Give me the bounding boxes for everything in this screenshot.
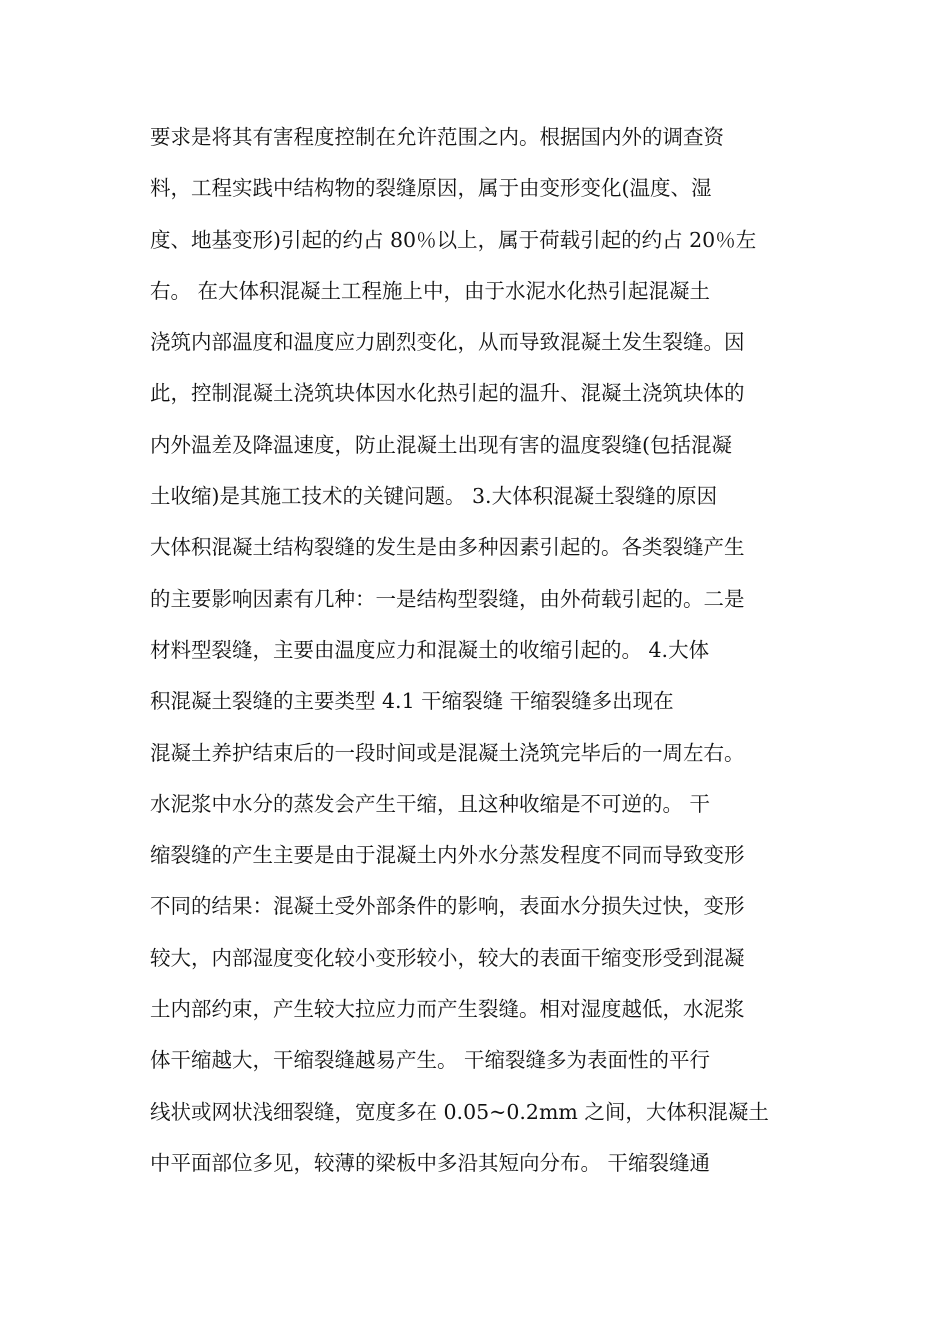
text-line: 料，工程实践中结构物的裂缝原因，属于由变形变化(温度、湿: [150, 176, 712, 201]
text-line: 浇筑内部温度和温度应力剧烈变化，从而导致混凝土发生裂缝。因: [150, 330, 745, 355]
text-line: 的主要影响因素有几种：一是结构型裂缝，由外荷载引起的。二是: [150, 586, 745, 611]
text-line: 右。 在大体积混凝土工程施上中，由于水泥水化热引起混凝土: [150, 278, 711, 303]
text-line: 内外温差及降温速度，防止混凝土出现有害的温度裂缝(包括混凝: [150, 432, 732, 457]
body-text: [150, 117, 810, 1194]
text-line: 体干缩越大，干缩裂缝越易产生。 干缩裂缝多为表面性的平行: [150, 1048, 711, 1073]
text-line: 材料型裂缝，主要由温度应力和混凝土的收缩引起的。 4.大体: [150, 637, 710, 662]
text-line: 线状或网状浅细裂缝，宽度多在 0.05~0.2mm 之间，大体积混凝土: [150, 1099, 769, 1124]
text-line: 缩裂缝的产生主要是由于混凝土内外水分蒸发程度不同而导致变形: [150, 843, 745, 868]
text-line: 此，控制混凝土浇筑块体因水化热引起的温升、混凝土浇筑块体的: [150, 381, 745, 406]
text-line: 混凝土养护结束后的一段时间或是混凝土浇筑完毕后的一周左右。: [150, 740, 745, 765]
text-line: 积混凝土裂缝的主要类型 4.1 干缩裂缝 干缩裂缝多出现在: [150, 689, 674, 714]
text-line: 大体积混凝土结构裂缝的发生是由多种因素引起的。各类裂缝产生: [150, 535, 745, 560]
text-line: 土收缩)是其施工技术的关键问题。 3.大体积混凝土裂缝的原因: [150, 484, 718, 509]
text-line: 土内部约束，产生较大拉应力而产生裂缝。相对湿度越低，水泥浆: [150, 997, 745, 1022]
text-line: 较大，内部湿度变化较小变形较小，较大的表面干缩变形受到混凝: [150, 945, 745, 970]
text-line: 水泥浆中水分的蒸发会产生干缩，且这种收缩是不可逆的。 干: [150, 791, 711, 816]
text-line: 要求是将其有害程度控制在允许范围之内。根据国内外的调查资: [150, 125, 724, 149]
text-line: 不同的结果：混凝土受外部条件的影响，表面水分损失过快，变形: [150, 894, 745, 919]
text-line: 中平面部位多见，较薄的梁板中多沿其短向分布。 干缩裂缝通: [150, 1150, 711, 1175]
text-line: 度、地基变形)引起的约占 80％以上，属于荷载引起的约占 20％左: [150, 227, 757, 252]
